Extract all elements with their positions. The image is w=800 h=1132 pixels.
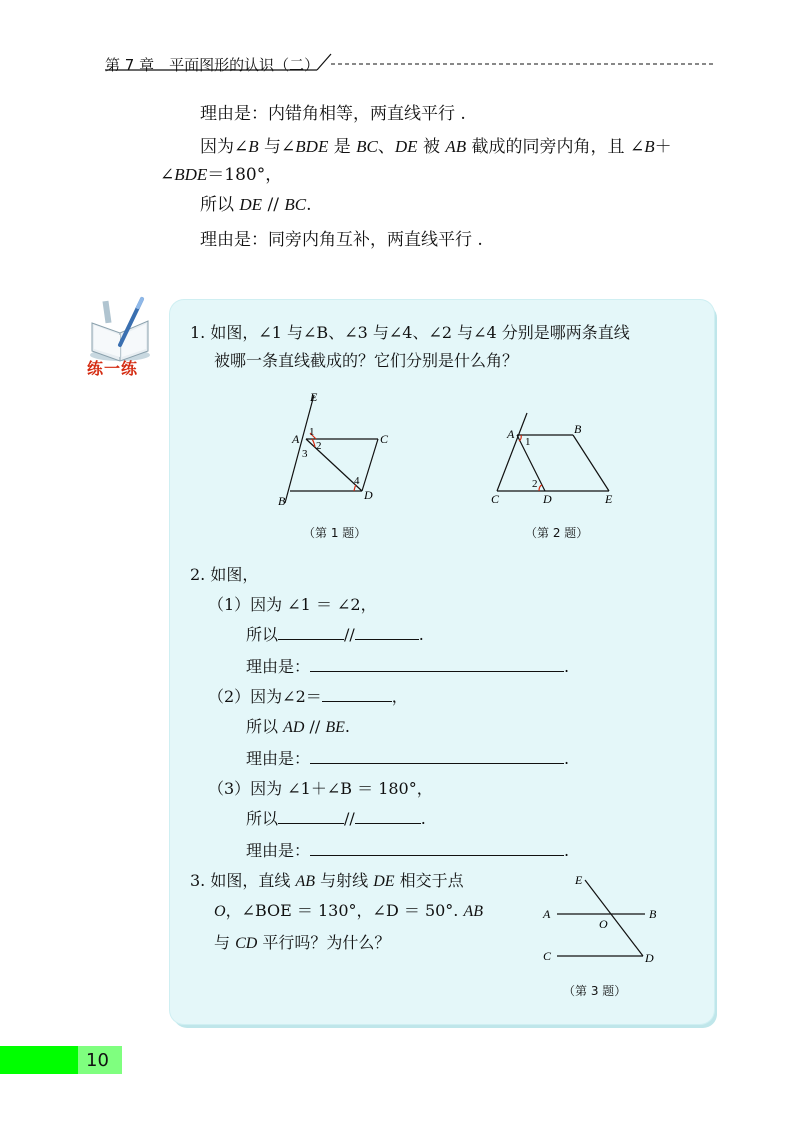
segment-AD [517, 435, 545, 491]
blank-3[interactable] [322, 685, 392, 702]
label-E: E [310, 390, 318, 404]
q2-p3-reason: 理由是： . [246, 841, 570, 860]
segment-BE [573, 435, 609, 491]
proof-line-2: 因为∠B 与∠BDE 是 BC、DE 被 AB 截成的同旁内角，且 ∠B＋ [200, 137, 672, 157]
q3-line-1: 3. 如图，直线 AB 与射线 DE 相交于点 [190, 871, 464, 890]
label-A: A [292, 432, 300, 446]
page-number: 10 [86, 1050, 109, 1071]
proof-line-3: ∠BDE＝180°， [160, 165, 283, 185]
q1-line-1: 1. 如图，∠1 与∠B、∠3 与∠4、∠2 与∠4 分别是哪两条直线 [190, 323, 630, 342]
label-1: 1 [309, 426, 315, 438]
label-D: D [543, 492, 552, 505]
label-D: D [364, 488, 373, 502]
q2-title: 2. 如图， [190, 565, 259, 584]
blank-4[interactable] [278, 807, 344, 824]
page-header [105, 48, 745, 78]
q2-p2-so: 所以 AD // BE. [246, 717, 351, 736]
angle-1-mark [519, 435, 521, 441]
label-A: A [507, 427, 515, 441]
figure-2 [485, 405, 625, 505]
label-3: 3 [302, 448, 308, 460]
label-2: 2 [316, 440, 322, 452]
blank-5[interactable] [355, 807, 421, 824]
line-EB [285, 395, 314, 503]
q2-p2-reason: 理由是： . [246, 749, 570, 768]
label-B: B [278, 494, 286, 508]
blank-1[interactable] [278, 623, 344, 640]
q2-p3-because: （3）因为 ∠1＋∠B ＝ 180°， [208, 779, 433, 798]
q2-p1-because: （1）因为 ∠1 ＝ ∠2， [208, 595, 377, 614]
figure-3 [535, 868, 665, 968]
angle-2-mark [539, 485, 542, 491]
reason-line-1: 理由是：内错角相等，两直线平行 . [200, 104, 466, 124]
figure-1-caption: （第 1 题） [303, 526, 367, 540]
practice-label: 练一练 [87, 359, 139, 378]
label-1: 1 [525, 436, 531, 448]
q2-p1-so: 所以 // . [246, 625, 424, 644]
chapter-title: 第 7 章 平面图形的认识（二） [105, 56, 320, 74]
label-4: 4 [354, 475, 360, 487]
q2-p3-so: 所以 // . [246, 809, 426, 828]
label-C: C [380, 432, 389, 446]
ray-DE [585, 880, 643, 956]
label-C: C [491, 492, 500, 505]
proof-line-4: 所以 DE // BC. [200, 195, 312, 215]
blank-2[interactable] [355, 623, 419, 640]
q2-p1-reason: 理由是： . [246, 657, 570, 676]
figure-3-caption: （第 3 题） [563, 984, 627, 998]
label-C: C [543, 949, 552, 963]
label-D: D [645, 951, 654, 965]
segment-CD [362, 439, 378, 491]
blank-reason-1[interactable] [310, 655, 564, 672]
figure-1 [270, 385, 400, 510]
blank-reason-3[interactable] [310, 839, 564, 856]
q3-line-2: O，∠BOE ＝ 130°，∠D ＝ 50°. AB [214, 901, 484, 920]
label-2: 2 [532, 478, 538, 490]
reason-line-5: 理由是：同旁内角互补，两直线平行 . [200, 230, 483, 250]
label-E: E [575, 873, 583, 887]
figure-2-caption: （第 2 题） [525, 526, 589, 540]
line-AC [497, 413, 527, 491]
label-B: B [574, 422, 582, 436]
q1-line-2: 被哪一条直线截成的？它们分别是什么角？ [214, 351, 519, 370]
label-E: E [605, 492, 613, 505]
q2-p2-because: （2）因为∠2＝ ， [208, 687, 408, 706]
q3-line-3: 与 CD 平行吗？为什么？ [214, 933, 391, 952]
blank-reason-2[interactable] [310, 747, 564, 764]
label-A: A [543, 907, 551, 921]
label-O: O [599, 917, 608, 931]
label-B: B [649, 907, 657, 921]
